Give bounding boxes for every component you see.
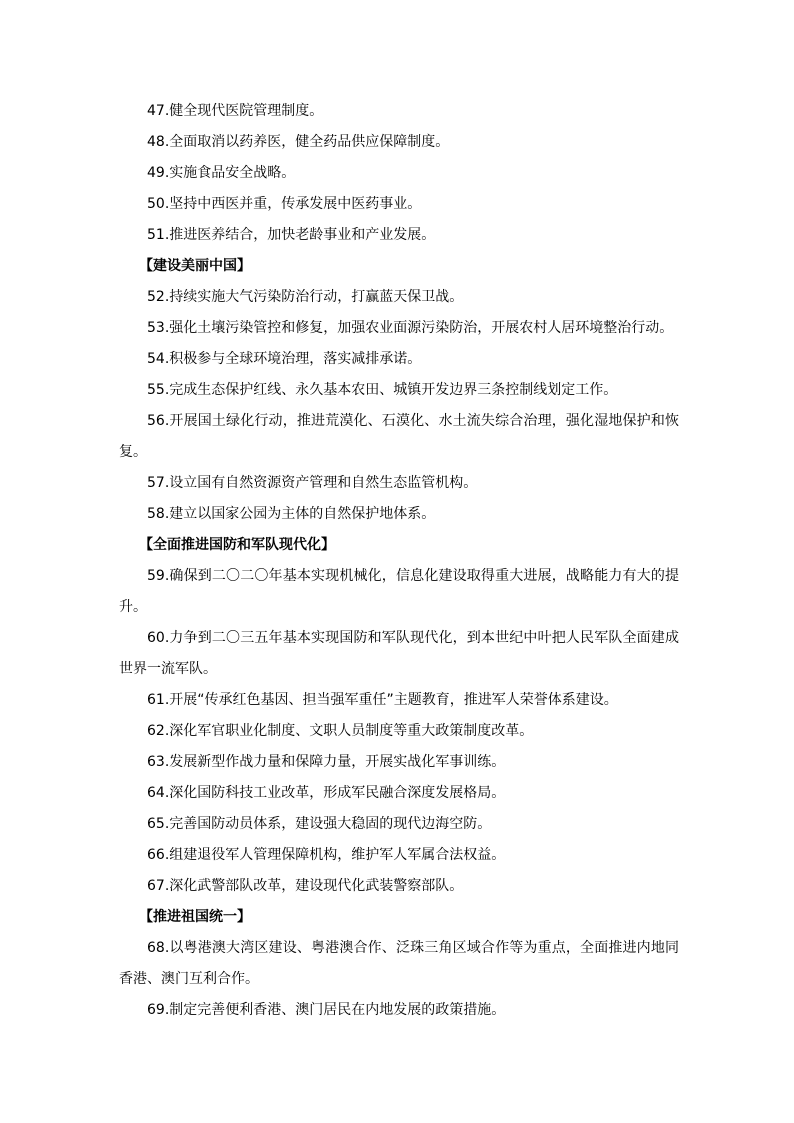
list-item: 49.实施食品安全战略。	[147, 165, 296, 181]
list-item: 61.开展“传承红色基因、担当强军重任”主题教育，推进军人荣誉体系建设。	[147, 692, 618, 708]
list-item: 55.完成生态保护红线、永久基本农田、城镇开发边界三条控制线划定工作。	[147, 382, 618, 398]
list-item: 48.全面取消以药养医，健全药品供应保障制度。	[147, 134, 450, 150]
list-item: 59.确保到二〇二〇年基本实现机械化，信息化建设取得重大进展，战略能力有大的提升。	[119, 568, 679, 615]
list-item: 66.组建退役军人管理保障机构，维护军人军属合法权益。	[147, 847, 506, 863]
list-item: 47.健全现代医院管理制度。	[147, 103, 324, 119]
list-item: 60.力争到二〇三五年基本实现国防和军队现代化，到本世纪中叶把人民军队全面建成世界一流军队。	[119, 630, 679, 677]
section-heading: 【全面推进国防和军队现代化】	[139, 537, 335, 553]
list-item: 68.以粤港澳大湾区建设、粤港澳合作、泛珠三角区域合作等为重点，全面推进内地同香港、澳门互利合作。	[119, 940, 679, 987]
list-item: 63.发展新型作战力量和保障力量，开展实战化军事训练。	[147, 754, 506, 770]
list-item: 53.强化土壤污染管控和修复，加强农业面源污染防治，开展农村人居环境整治行动。	[147, 320, 674, 336]
list-item: 69.制定完善便利香港、澳门居民在内地发展的政策措施。	[147, 1002, 506, 1018]
list-item: 65.完善国防动员体系，建设强大稳固的现代边海空防。	[147, 816, 492, 832]
list-item: 54.积极参与全球环境治理，落实减排承诺。	[147, 351, 422, 367]
list-item: 62.深化军官职业化制度、文职人员制度等重大政策制度改革。	[147, 723, 534, 739]
section-heading: 【建设美丽中国】	[139, 258, 251, 274]
document-body	[119, 96, 679, 1026]
list-item: 50.坚持中西医并重，传承发展中医药事业。	[147, 196, 422, 212]
section-heading: 【推进祖国统一】	[139, 909, 251, 925]
list-item: 56.开展国土绿化行动，推进荒漠化、石漠化、水土流失综合治理，强化湿地保护和恢复。	[119, 413, 679, 460]
list-item: 57.设立国有自然资源资产管理和自然生态监管机构。	[147, 475, 478, 491]
list-item: 51.推进医养结合，加快老龄事业和产业发展。	[147, 227, 436, 243]
list-item: 58.建立以国家公园为主体的自然保护地体系。	[147, 506, 436, 522]
list-item: 64.深化国防科技工业改革，形成军民融合深度发展格局。	[147, 785, 506, 801]
list-item: 52.持续实施大气污染防治行动，打赢蓝天保卫战。	[147, 289, 464, 305]
list-item: 67.深化武警部队改革，建设现代化武装警察部队。	[147, 878, 464, 894]
